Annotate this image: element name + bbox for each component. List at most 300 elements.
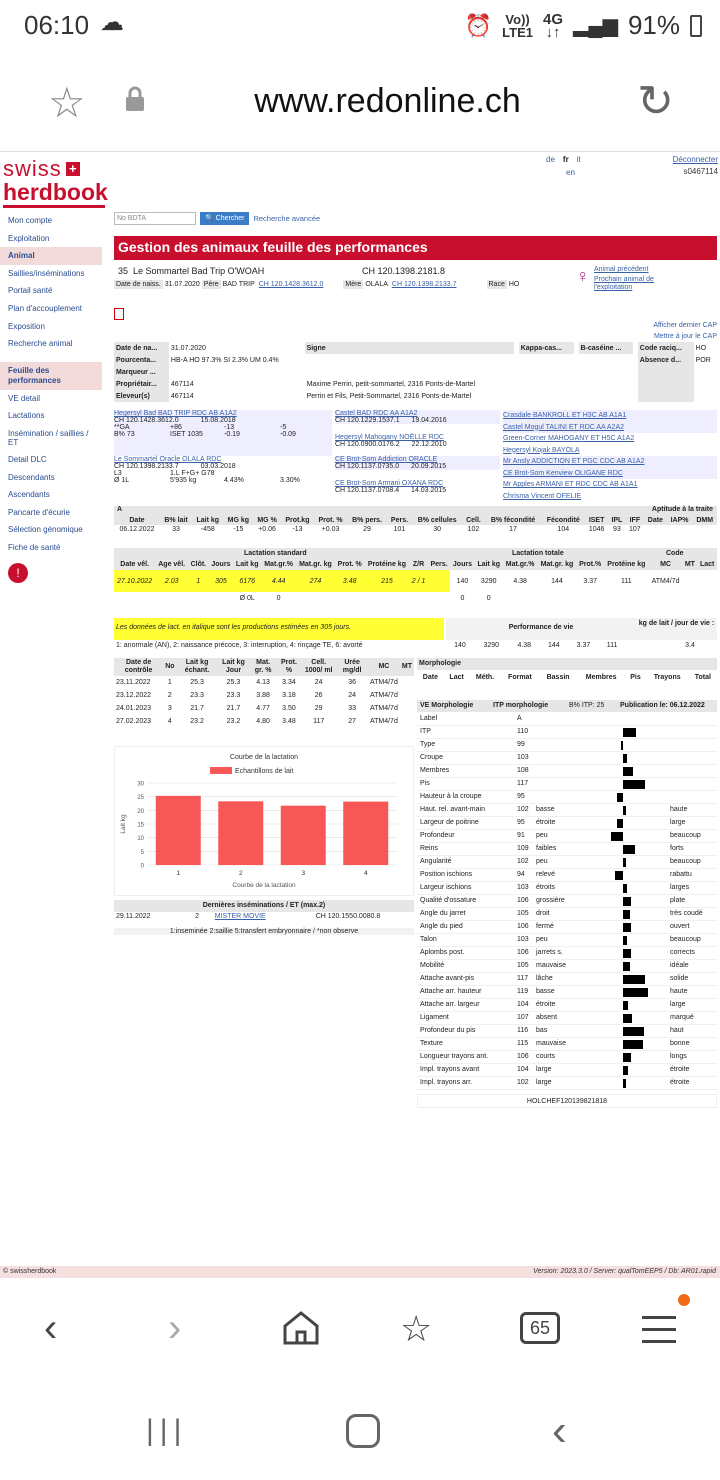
lact-header-cell: Date vêl.	[114, 560, 155, 570]
reload-icon[interactable]: ↻	[637, 77, 674, 126]
info-cell: Kappa-cas...	[519, 342, 574, 354]
perf-header-cell: Date	[644, 516, 667, 525]
info-cell: HO	[695, 344, 707, 352]
sidebar-item-mon-compte[interactable]: Mon compte	[8, 216, 53, 225]
info-cell	[579, 354, 633, 366]
sire-id-link[interactable]: CH 120.1428.3612.0	[258, 281, 324, 288]
sidebar-item-plan-accouplement[interactable]: Plan d'accouplement	[8, 303, 83, 313]
dam-id-link[interactable]: CH 120.1398.2133.7	[391, 281, 457, 288]
morpho-value: 102	[517, 1079, 529, 1086]
home-button-icon[interactable]	[346, 1414, 380, 1448]
morpho-trait: Pis	[420, 780, 430, 787]
info-cell: Absence d...	[638, 354, 694, 366]
morpho-low: fermé	[536, 923, 554, 930]
morpho-value: 99	[517, 741, 525, 748]
info-cell: Code raciq...	[638, 342, 694, 354]
lact-avg-cell	[503, 592, 538, 604]
animal-nav	[576, 266, 716, 292]
info-cell	[519, 354, 574, 366]
perf-header-cell: B% lait	[160, 516, 192, 525]
controls-table	[114, 658, 414, 728]
morpho-row	[417, 1064, 717, 1077]
info-cell	[694, 378, 717, 390]
sidebar-item-detail-dlc[interactable]: Detail DLC	[8, 454, 47, 464]
home-icon[interactable]	[282, 1310, 320, 1346]
controls-cell: 25.3	[190, 679, 204, 686]
vie-cell: 3.4	[685, 642, 695, 649]
lact-header-cell: Z/R	[409, 560, 428, 570]
morpho-empty-cell	[689, 684, 717, 696]
info-cell	[519, 366, 574, 378]
bookmark-star-icon[interactable]: ☆	[48, 79, 86, 126]
morpho-bar	[623, 1014, 632, 1023]
recents-icon[interactable]: |||	[146, 1414, 188, 1447]
lact-avg-cell	[114, 592, 155, 604]
vie-cell: 4.38	[517, 642, 532, 649]
bookmarks-icon[interactable]: ☆	[400, 1308, 433, 1349]
animal-number: 35	[118, 266, 129, 276]
perf-cell: 1046	[588, 526, 605, 533]
perf-head: A Aptitude à la traite	[114, 506, 717, 516]
controls-cell	[400, 702, 414, 715]
sidebar-item-ascendants[interactable]: Ascendants	[8, 490, 50, 500]
morpho-value: 108	[517, 767, 529, 774]
insem-table	[114, 912, 414, 921]
logo[interactable]	[3, 156, 108, 208]
lang-en[interactable]: en	[566, 168, 575, 177]
morpho-empty-cell	[625, 684, 645, 696]
lact-header-cell: Jours	[209, 560, 233, 570]
lact-header-cell: Jours	[450, 560, 474, 570]
lact-header-cell: Clôt.	[188, 560, 209, 570]
perf-cell: +0.06	[258, 526, 276, 533]
controls-header-cell: Lait kg échant.	[177, 658, 218, 676]
morpho-low: peu	[536, 858, 548, 865]
footer-version: Version: 2023.3.0 / Server: qualTomEEP5 / Db: AR01.rapid	[533, 1268, 716, 1275]
morpho-empty-cell	[444, 684, 470, 696]
lact-cell: 27.10.2022	[114, 570, 155, 592]
lact-cell: 3.48	[335, 570, 365, 592]
lact-header-cell: Pers.	[428, 560, 450, 570]
morpho-low: absent	[536, 1014, 558, 1021]
controls-cell: 3	[167, 705, 172, 712]
morpho-header-cell: Pis	[625, 670, 645, 684]
morpho-value: 106	[517, 897, 529, 904]
morpho-header-table	[417, 670, 717, 696]
lact-header-cell: Mat.gr. kg	[296, 560, 335, 570]
dam-name: OLALA	[365, 281, 388, 288]
cloud-icon: ☁	[100, 9, 124, 36]
morpho-high: marqué	[670, 1014, 694, 1021]
morpho-high: beaucoup	[670, 936, 701, 943]
lact-header-cell: Mat.gr.%	[261, 560, 296, 570]
morpho-high: solide	[670, 975, 689, 982]
bar-2	[218, 801, 263, 865]
morpho-high: haut	[670, 1027, 684, 1034]
update-cap-link[interactable]: Mettre à jour le CAP	[653, 333, 717, 340]
info-cell	[638, 366, 694, 378]
lact-head: Lactation standard Lactation totale Code	[114, 548, 717, 560]
lang-fr[interactable]: fr	[562, 155, 569, 164]
pdf-icon[interactable]	[114, 308, 124, 320]
morpho-trait: Aplombs post.	[420, 949, 465, 956]
legend-label: Echantillons de lait	[235, 768, 294, 775]
perf-header-cell: IAP%	[667, 516, 693, 525]
menu-icon[interactable]	[642, 1316, 676, 1343]
pedigree-ss: Castel BAD RDC AA A1A2 CH 120.1229.1537.1 19.04.2016	[335, 410, 500, 424]
sidebar-item-insemination[interactable]: Insémination / saillies / ET	[8, 428, 89, 447]
info-cell	[519, 378, 574, 390]
sidebar-item-descendants[interactable]: Descendants	[8, 472, 55, 482]
alarm-icon: ⏰	[464, 12, 493, 38]
morpho-bar	[623, 897, 631, 906]
morpho-bar	[623, 1053, 631, 1062]
morpho-high: ouvert	[670, 923, 690, 930]
lact-cell	[697, 570, 717, 592]
morpho-low: basse	[536, 988, 555, 995]
info-cell: Propriétair...	[114, 378, 169, 390]
controls-header-cell: Date de contrôle	[114, 658, 163, 676]
info-cell: Perrin et Fils, Petit-Sommartel, 2316 Ponts-de-Martel	[306, 392, 472, 400]
morpho-bar	[623, 780, 645, 789]
birth-date: 31.07.2020	[164, 281, 200, 288]
sidebar-item-pancarte[interactable]: Pancarte d'écurie	[8, 507, 71, 517]
morpho-trait: Talon	[420, 936, 437, 943]
show-cap-link[interactable]: Afficher dernier CAP	[653, 322, 717, 329]
sidebar-item-ve-detail[interactable]: VE detail	[8, 393, 41, 403]
morpho-bar	[623, 858, 626, 867]
birth-label: Date de naiss.	[116, 281, 161, 288]
morpho-row	[417, 713, 717, 726]
controls-row	[114, 676, 414, 689]
morpho-trait: Attache avant-pis	[420, 975, 475, 982]
sidebar-item-recherche-animal[interactable]: Recherche animal	[8, 339, 73, 349]
morpho-bar	[623, 728, 636, 737]
perf-cell: -15	[233, 526, 244, 533]
system-back-icon[interactable]: ‹	[552, 1406, 567, 1455]
morpho-high: corrects	[670, 949, 695, 956]
female-icon: ♀	[576, 266, 590, 286]
controls-cell: 21.7	[190, 705, 204, 712]
morpho-row	[417, 791, 717, 804]
lact-avg-cell	[209, 592, 233, 604]
controls-cell: 3.18	[282, 692, 296, 699]
controls-cell: 117	[313, 718, 325, 725]
y-tick-label: 10	[137, 836, 144, 843]
controls-cell: 4	[167, 718, 172, 725]
controls-header-row	[114, 658, 414, 676]
morpho-bar	[623, 936, 627, 945]
battery-icon	[690, 15, 702, 37]
y-tick-label: 25	[137, 795, 144, 802]
sidebar-item-exposition[interactable]: Exposition	[8, 321, 45, 331]
morpho-trait: Largeur ischions	[420, 884, 472, 891]
morpho-trait: Reins	[420, 845, 438, 852]
controls-cell: 29	[314, 705, 323, 712]
controls-cell: 23.2	[226, 718, 241, 725]
info-cell: Eleveur(s)	[114, 390, 169, 402]
info-cell	[169, 366, 305, 378]
morpho-value: 117	[517, 780, 529, 787]
cap-links	[653, 320, 717, 342]
advanced-search-link[interactable]: Recherche avancée	[253, 214, 321, 223]
info-cell: Date de na...	[114, 342, 169, 354]
perf-row	[114, 525, 717, 534]
morpho-bar	[623, 1001, 628, 1010]
morpho-value: 105	[517, 962, 529, 969]
controls-cell: 4.13	[256, 679, 270, 686]
pedigree-sd: Hegersyl Mahogany NOËLLE RDC CH 120.0900.0176.2 22.12.2010	[335, 434, 447, 448]
controls-cell: 27	[348, 718, 357, 725]
perf-cell: 17	[509, 526, 517, 533]
insem-bull-link[interactable]: MISTER MOVIE	[214, 913, 266, 920]
perf-cell	[692, 525, 717, 534]
y-tick-label: 20	[137, 808, 144, 815]
morpho-value: 104	[517, 1066, 529, 1073]
morpho-bar	[623, 1040, 643, 1049]
morpho-value: 91	[517, 832, 525, 839]
perf-header-cell: IPL	[608, 516, 626, 525]
y-tick-label: 0	[140, 863, 144, 870]
logo-text-top: swiss	[3, 156, 62, 181]
morpho-trait: Profondeur du pis	[420, 1027, 476, 1034]
perf-cell: 102	[467, 526, 480, 533]
sidebar-item-animal[interactable]: Animal	[0, 247, 102, 265]
info-table	[114, 342, 717, 402]
lact-header-cell: Prot. %	[335, 560, 365, 570]
info-cell: HB-A HO 97.3% SI 2.3% UM 0.4%	[170, 356, 279, 364]
pedigree-ds: CE Brot-Som Addiction ORACLE CH 120.1137.0735.0 20.09.2015	[335, 456, 500, 470]
morpho-value: 119	[517, 988, 529, 995]
browser-nav	[0, 1280, 720, 1380]
morpho-high: étroite	[670, 1066, 690, 1073]
kgjour-label: kg de lait / jour de vie :	[636, 618, 717, 640]
perf-header-cell: IFF	[626, 516, 644, 525]
morpho-row	[417, 765, 717, 778]
morpho-value: 103	[517, 754, 529, 761]
prev-animal-link[interactable]: Animal précédent	[594, 266, 649, 273]
tabs-icon[interactable]	[520, 1312, 560, 1344]
signal-icon: ▂▄▆	[573, 15, 618, 37]
sidebar-item-portail-sante[interactable]: Portail santé	[8, 286, 53, 296]
search-bar	[114, 212, 320, 225]
controls-header-cell: Cell. 1000/ ml	[301, 658, 336, 676]
lact-header-cell: Protéine kg	[604, 560, 649, 570]
sidebar-item-exploitation[interactable]: Exploitation	[8, 233, 50, 243]
lact-avg-cell	[296, 592, 335, 604]
insem-date: 29.11.2022	[116, 913, 151, 920]
morpho-bar	[623, 1027, 644, 1036]
info-cell	[638, 390, 694, 402]
lact-cell: 274	[296, 570, 335, 592]
lact-avg-cell	[649, 592, 683, 604]
lact-avg-cell	[155, 592, 188, 604]
sidebar-item-selection-genomique[interactable]: Sélection génomique	[8, 525, 83, 535]
morpho-value: 117	[517, 975, 529, 982]
morpho-empty-row	[417, 684, 717, 696]
morpho-row	[417, 830, 717, 843]
perf-cell: 101	[393, 526, 406, 533]
lact-avg-cell	[682, 592, 697, 604]
alert-icon[interactable]: !	[8, 563, 28, 583]
vie-cell: 144	[548, 642, 560, 649]
perf-header-cell: Fécondité	[541, 516, 585, 525]
controls-cell: 36	[348, 679, 357, 686]
morpho-value: 115	[517, 1040, 529, 1047]
info-cell	[579, 366, 633, 378]
morpho-low: jarrets s.	[536, 949, 563, 956]
info-cell: Pourcenta...	[114, 354, 169, 366]
morpho-low: peu	[536, 832, 548, 839]
controls-cell: 4.77	[256, 705, 270, 712]
y-tick-label: 30	[137, 781, 144, 788]
morpho-row	[417, 1012, 717, 1025]
lact-header-cell: Lait kg	[233, 560, 261, 570]
controls-header-cell: Prot. %	[277, 658, 301, 676]
perf-table	[114, 516, 717, 534]
controls-header-cell: Urée mg/dl	[336, 658, 368, 676]
info-cell	[305, 354, 514, 366]
info-cell: B-caséine ...	[579, 342, 633, 354]
lang-de[interactable]: de	[546, 155, 555, 164]
bar-3	[281, 806, 326, 865]
controls-row	[114, 702, 414, 715]
info-cell	[638, 378, 694, 390]
sidebar-item-lactations[interactable]: Lactations	[8, 411, 45, 421]
morpho-row	[417, 908, 717, 921]
morpho-header-cell: Membres	[577, 670, 625, 684]
lact-cell: 1	[188, 570, 209, 592]
perf-header-cell: Prot.kg	[281, 516, 314, 525]
info-cell	[305, 366, 514, 378]
back-icon[interactable]: ‹	[44, 1306, 58, 1350]
animal-header	[114, 264, 574, 289]
lact-avg-cell	[365, 592, 410, 604]
morpho-header-cell: Bassin	[539, 670, 577, 684]
morpho-high: étroite	[670, 1079, 690, 1086]
morpho-value: 109	[517, 845, 529, 852]
info-row	[114, 378, 717, 390]
morpho-value: 95	[517, 793, 525, 800]
morpho-low: mauvaise	[536, 1040, 566, 1047]
info-cell	[579, 390, 633, 402]
morpho-trait: Type	[420, 741, 436, 748]
morpho-high: plate	[670, 897, 686, 904]
sidebar-item-fiche-sante[interactable]: Fiche de santé	[8, 542, 61, 552]
vie-row	[446, 641, 717, 650]
perf-cell: 06.12.2022	[119, 526, 155, 533]
morpho-value: 103	[517, 936, 529, 943]
bar-1	[156, 796, 201, 865]
controls-row	[114, 689, 414, 702]
morpho-bar	[621, 741, 623, 750]
morpho-bar	[623, 806, 626, 815]
morpho-low: large	[536, 1079, 552, 1086]
morpho-header-cell: Lact	[444, 670, 470, 684]
lact-header-cell: Mat.gr. kg	[538, 560, 577, 570]
logo-underline	[3, 205, 105, 208]
controls-cell: 24.01.2023	[116, 705, 152, 712]
morpho-header-cell: Total	[689, 670, 717, 684]
info-row	[114, 354, 717, 366]
perf-cell: 104	[557, 526, 570, 533]
controls-cell: 23.3	[190, 692, 204, 699]
controls-header-cell: MC	[368, 658, 400, 676]
pedigree-dam: Le Sommartel Oracle OLALA RDC CH 120.1398.2133.7 03.03.2018 L3 1.L F+G+ G78 Ø 1L 5'935 kg 4.43% 3.30%	[114, 456, 332, 502]
lact-cell	[682, 570, 697, 592]
morpho-trait: Angle du jarret	[420, 910, 466, 917]
address-bar[interactable]: www.redonline.ch	[254, 82, 521, 120]
next-animal-link[interactable]: Prochain animal de l'exploitation	[594, 276, 654, 291]
sidebar-item-saillies[interactable]: Saillies/inséminations	[8, 268, 85, 278]
morpho-value: 106	[517, 923, 529, 930]
dam-full-name[interactable]: Le Sommartel Oracle OLALA RDC	[114, 456, 222, 463]
logout-link[interactable]: Déconnecter	[672, 155, 718, 164]
morpho-header-cell: Méth.	[469, 670, 500, 684]
sidebar-item-feuille-perf[interactable]: Feuille des performances	[0, 362, 102, 390]
morpho-row	[417, 817, 717, 830]
morpho-bar	[623, 975, 645, 984]
controls-cell: 3.48	[282, 718, 296, 725]
morpho-bar	[623, 1066, 628, 1075]
search-button[interactable]: 🔍 Chercher	[200, 212, 249, 225]
morpho-row	[417, 804, 717, 817]
morpho-trait: Angularité	[420, 858, 452, 865]
sire-name: BAD TRIP	[222, 281, 255, 288]
lang-it[interactable]: it	[576, 155, 581, 164]
morpho-trait: Largeur de poitrine	[420, 819, 479, 826]
controls-cell	[400, 689, 414, 702]
bdta-search-input[interactable]: No BDTA	[114, 212, 196, 225]
lact-avg-cell	[576, 592, 604, 604]
vie-label: Performance de vie	[446, 618, 636, 640]
perf-cell: 29	[363, 526, 371, 533]
lact-note: Les données de lact. en italique sont les productions estimées en 305 jours.	[114, 618, 444, 640]
morpho-bar	[623, 910, 630, 919]
morpho-high: beaucoup	[670, 858, 701, 865]
morpho-bar	[623, 1079, 626, 1088]
lact-avg-row	[114, 592, 717, 604]
lact-avg-cell: Ø 0L	[239, 594, 255, 602]
vie-table	[446, 641, 717, 650]
morpho-bar	[623, 988, 648, 997]
morpho-low: grossière	[536, 897, 565, 904]
controls-cell: 3.50	[282, 705, 296, 712]
morpho-row	[417, 895, 717, 908]
controls-cell: ATM4/7d	[369, 679, 398, 686]
lact-cell: 144	[551, 577, 563, 585]
perf-header-cell: MG kg	[223, 516, 253, 525]
lact-avg-cell	[604, 592, 649, 604]
controls-cell: 1	[167, 679, 172, 686]
morpho-row	[417, 934, 717, 947]
morpho-code: HOLCHEF120139821818	[417, 1094, 717, 1108]
forward-icon[interactable]: ›	[168, 1306, 182, 1350]
sire-full-name[interactable]: Hegersyl Bad BAD TRIP RDC AB A1A2	[114, 410, 237, 417]
morpho-row	[417, 856, 717, 869]
perf-header-cell: B% pers.	[347, 516, 387, 525]
status-bar	[0, 0, 720, 52]
battery-level: 91%	[627, 10, 680, 40]
vie-cell: 3290	[483, 642, 500, 649]
sire-label: Père	[203, 281, 219, 288]
controls-header-cell: MT	[400, 658, 414, 676]
lact-cell: 215	[365, 570, 410, 592]
controls-cell: 23.2	[190, 718, 204, 725]
lact-avg-cell	[538, 592, 577, 604]
morpho-row	[417, 986, 717, 999]
morpho-row	[417, 973, 717, 986]
